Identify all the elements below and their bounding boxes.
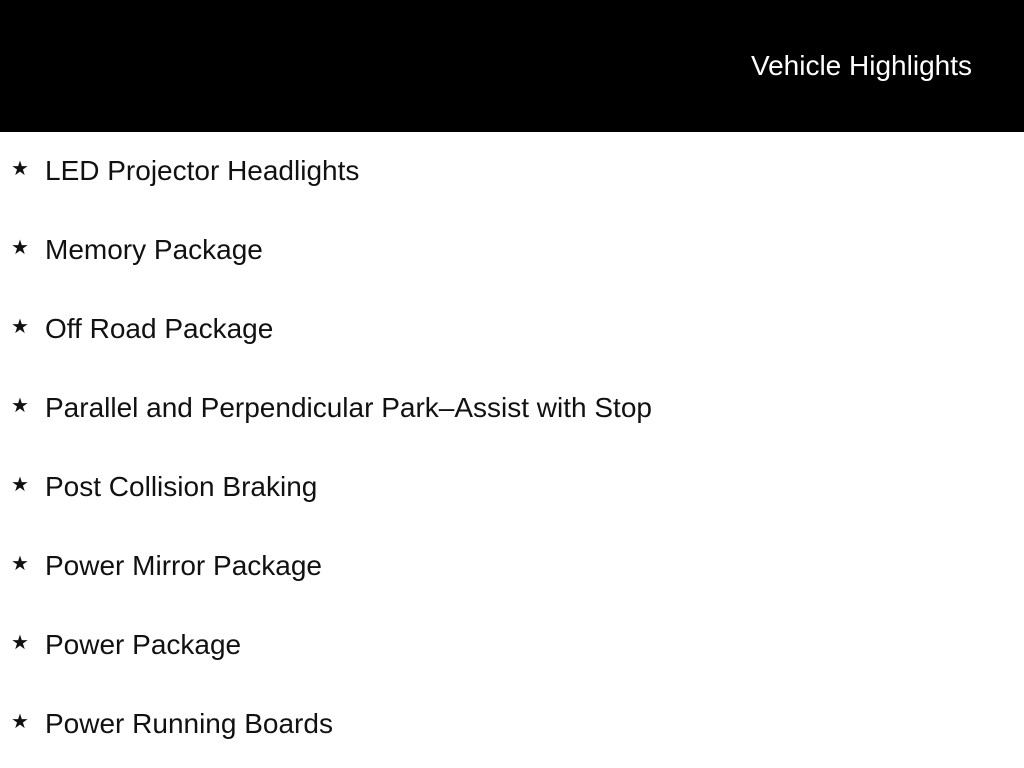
star-icon: ★ [11,395,29,417]
highlight-label: Power Package [45,629,242,660]
list-item [0,606,1024,685]
star-icon: ★ [11,553,29,575]
highlight-label: Post Collision Braking [45,471,318,502]
highlight-label: Power Running Boards [45,708,333,739]
highlights-list [0,132,1024,764]
header-bar [0,0,1024,132]
star-icon: ★ [11,632,29,654]
highlight-label: Off Road Package [45,313,274,344]
star-icon: ★ [11,316,29,338]
list-item [0,290,1024,369]
list-item [0,685,1024,764]
list-item [0,211,1024,290]
star-icon: ★ [11,474,29,496]
list-item [0,369,1024,448]
list-item [0,448,1024,527]
star-icon: ★ [11,237,29,259]
list-item [0,527,1024,606]
highlight-label: LED Projector Headlights [45,155,360,186]
star-icon: ★ [11,158,29,180]
star-icon: ★ [11,711,29,733]
page-title: Vehicle Highlights [750,50,972,81]
list-item [0,132,1024,211]
highlight-label: Parallel and Perpendicular Park–Assist with Stop [45,392,652,423]
highlight-label: Power Mirror Package [45,550,322,581]
highlight-label: Memory Package [45,234,263,265]
